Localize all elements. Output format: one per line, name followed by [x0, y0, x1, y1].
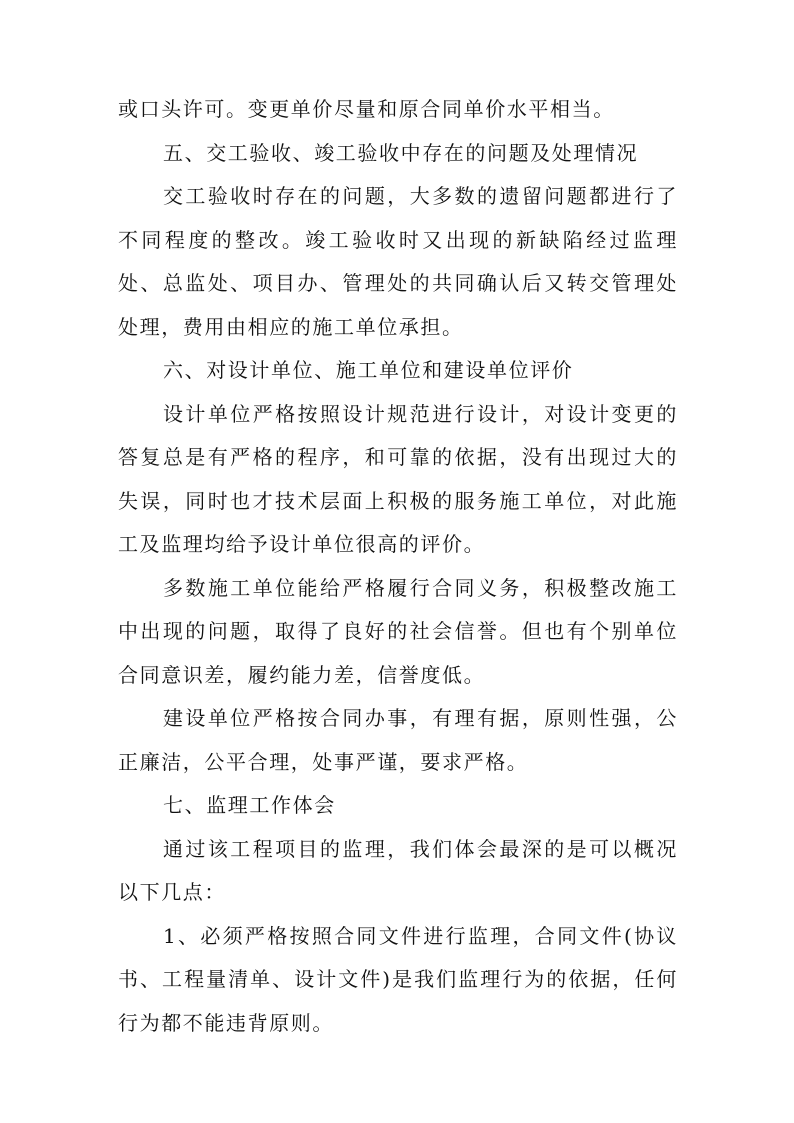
document-body — [118, 88, 678, 1045]
paragraph-construction-unit: 多数施工单位能给严格履行合同义务，积极整改施工中出现的问题，取得了良好的社会信誉。但也有个别单位合同意识差，履约能力差，信誉度低。 — [118, 575, 678, 687]
section-heading-7: 七、监理工作体会 — [163, 793, 336, 817]
section-heading-6: 六、对设计单位、施工单位和建设单位评价 — [163, 358, 574, 382]
paragraph-continuation: 或口头许可。变更单价尽量和原合同单价水平相当。 — [118, 97, 615, 121]
paragraph-experience-intro: 通过该工程项目的监理，我们体会最深的是可以概况以下几点： — [118, 836, 678, 904]
paragraph-design-unit: 设计单位严格按照设计规范进行设计，对设计变更的答复总是有严格的程序，和可靠的依据，没有出现过大的失误，同时也才技术层面上积极的服务施工单位，对此施工及监理均给予设计单位很高的评价。 — [118, 401, 678, 556]
list-item-1: 1、必须严格按照合同文件进行监理，合同文件(协议书、工程量清单、设计文件)是我们监理行为的依据，任何行为都不能违背原则。 — [118, 923, 678, 1035]
paragraph-owner-unit: 建设单位严格按合同办事，有理有据，原则性强，公正廉洁，公平合理，处事严谨，要求严格。 — [118, 706, 678, 774]
paragraph-acceptance-issues: 交工验收时存在的问题，大多数的遗留问题都进行了不同程度的整改。竣工验收时又出现的新缺陷经过监理处、总监处、项目办、管理处的共同确认后又转交管理处处理，费用由相应的施工单位承担。 — [118, 184, 678, 339]
section-heading-5: 五、交工验收、竣工验收中存在的问题及处理情况 — [163, 140, 639, 165]
